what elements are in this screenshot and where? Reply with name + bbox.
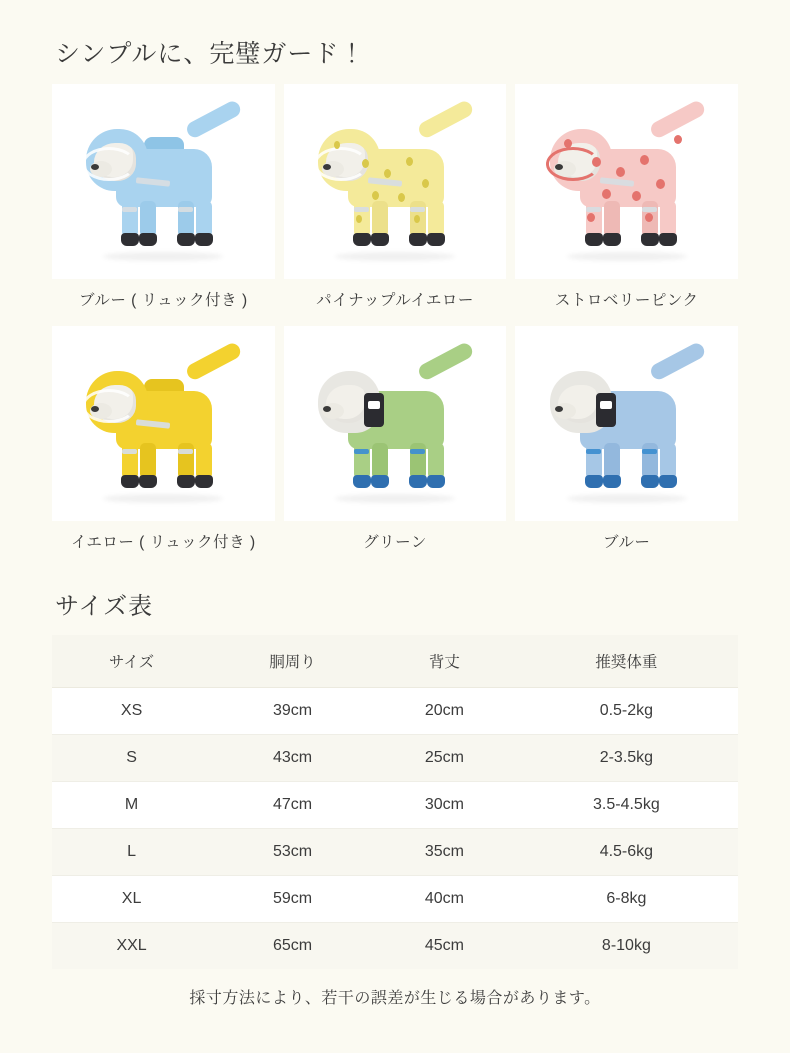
product-caption: ブルー ( リュック付き )	[78, 292, 248, 309]
page-headline: シンプルに、完璧ガード！	[55, 40, 366, 68]
photo-shadow	[103, 252, 223, 261]
cell-size: S	[52, 735, 211, 782]
product-caption: ブルー	[602, 534, 651, 551]
product-variant-card[interactable]	[515, 326, 738, 564]
table-row	[52, 782, 738, 829]
column-header-weight: 推奨体重	[515, 635, 738, 688]
cell-size: L	[52, 829, 211, 876]
cell-size: M	[52, 782, 211, 829]
cell-chest: 65cm	[211, 923, 374, 970]
dog-illustration	[542, 349, 712, 499]
table-row	[52, 876, 738, 923]
column-header-size: サイズ	[52, 635, 211, 688]
size-chart-title: サイズ表	[55, 593, 154, 620]
cell-weight: 8-10kg	[515, 923, 738, 970]
dog-illustration	[78, 107, 248, 257]
cell-size: XS	[52, 688, 211, 735]
product-caption: パイナップルイエロー	[316, 292, 474, 309]
product-variant-card[interactable]	[515, 84, 738, 322]
dog-illustration	[310, 349, 480, 499]
cell-size: XXL	[52, 923, 211, 970]
cell-weight: 4.5-6kg	[515, 829, 738, 876]
product-photo-blue	[515, 326, 738, 521]
table-header-row	[52, 635, 738, 688]
product-caption: ストロベリーピンク	[554, 292, 699, 309]
product-variant-card[interactable]	[284, 84, 507, 322]
table-row	[52, 829, 738, 876]
product-photo-yellow-backpack	[52, 326, 275, 521]
cell-back-length: 20cm	[374, 688, 515, 735]
cell-weight: 2-3.5kg	[515, 735, 738, 782]
cell-weight: 3.5-4.5kg	[515, 782, 738, 829]
product-photo-pineapple-yellow	[284, 84, 507, 279]
cell-back-length: 25cm	[374, 735, 515, 782]
product-variant-card[interactable]	[52, 326, 275, 564]
photo-shadow	[567, 494, 687, 503]
cell-chest: 39cm	[211, 688, 374, 735]
product-caption: グリーン	[363, 534, 427, 551]
column-header-back-length: 背丈	[374, 635, 515, 688]
cell-back-length: 35cm	[374, 829, 515, 876]
cell-size: XL	[52, 876, 211, 923]
photo-shadow	[335, 494, 455, 503]
cell-back-length: 45cm	[374, 923, 515, 970]
cell-chest: 43cm	[211, 735, 374, 782]
measurement-note: 採寸方法により、若干の誤差が生じる場合があります。	[189, 990, 601, 1007]
product-photo-blue-backpack	[52, 84, 275, 279]
dog-illustration	[78, 349, 248, 499]
photo-shadow	[335, 252, 455, 261]
product-variant-card[interactable]	[284, 326, 507, 564]
cell-chest: 53cm	[211, 829, 374, 876]
cell-weight: 6-8kg	[515, 876, 738, 923]
photo-shadow	[103, 494, 223, 503]
table-row	[52, 923, 738, 970]
size-chart-table	[52, 635, 738, 969]
product-color-grid	[52, 84, 738, 564]
product-caption: イエロー ( リュック付き )	[70, 534, 256, 551]
column-header-chest: 胴周り	[211, 635, 374, 688]
cell-chest: 47cm	[211, 782, 374, 829]
cell-back-length: 30cm	[374, 782, 515, 829]
cell-chest: 59cm	[211, 876, 374, 923]
product-photo-green	[284, 326, 507, 521]
cell-weight: 0.5-2kg	[515, 688, 738, 735]
product-photo-strawberry-pink	[515, 84, 738, 279]
dog-illustration	[310, 107, 480, 257]
photo-shadow	[567, 252, 687, 261]
table-row	[52, 735, 738, 782]
product-variant-card[interactable]	[52, 84, 275, 322]
cell-back-length: 40cm	[374, 876, 515, 923]
table-row	[52, 688, 738, 735]
dog-illustration	[542, 107, 712, 257]
